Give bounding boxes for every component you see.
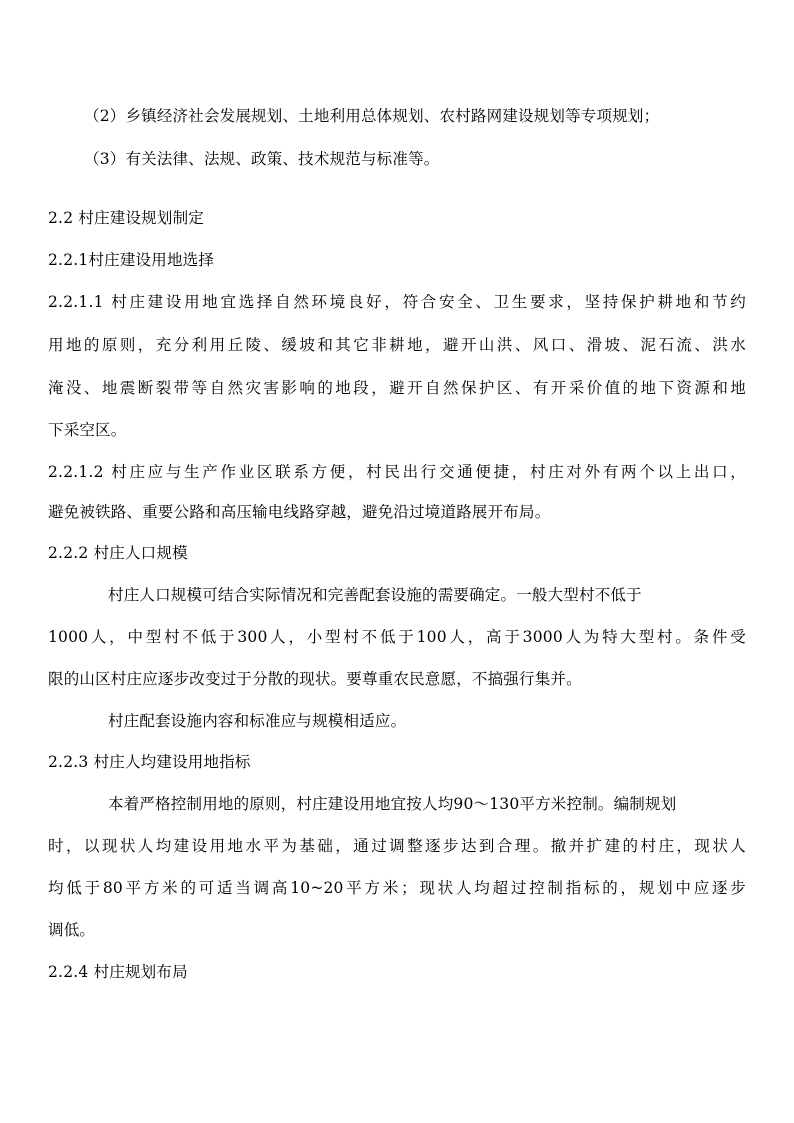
paragraph-line: 村庄人口规模可结合实际情况和完善配套设施的需要确定。一般大型村不低于 xyxy=(108,586,642,604)
subsection-heading: 2.2.4 村庄规划布局 xyxy=(48,963,188,981)
paragraph-line: 村庄配套设施内容和标准应与规模相适应。 xyxy=(108,712,407,730)
paragraph-line: 下采空区。 xyxy=(48,421,127,439)
paragraph-line: 调低。 xyxy=(48,921,96,939)
list-item: （2）乡镇经济社会发展规划、土地利用总体规划、农村路网建设规划等专项规划； xyxy=(84,107,660,125)
paragraph-line: 用地的原则，充分利用丘陵、缓坡和其它非耕地，避开山洪、风口、滑坡、泥石流、洪水 xyxy=(48,336,746,354)
subsection-heading: 2.2.1村庄建设用地选择 xyxy=(48,251,215,269)
section-heading: 2.2 村庄建设规划制定 xyxy=(48,209,204,227)
paragraph-line: 时，以现状人均建设用地水平为基础，通过调整逐步达到合理。撤并扩建的村庄，现状人 xyxy=(48,837,746,855)
paragraph-line: 1000人，中型村不低于300人，小型村不低于100人，高于3000人为特大型村。条件受 xyxy=(48,628,746,646)
paragraph-line: 2.2.1.1 村庄建设用地宜选择自然环境良好，符合安全、卫生要求，坚持保护耕地和节约 xyxy=(48,293,746,311)
paragraph-line: 限的山区村庄应逐步改变过于分散的现状。要尊重农民意愿，不搞强行集并。 xyxy=(48,670,582,688)
subsection-heading: 2.2.3 村庄人均建设用地指标 xyxy=(48,753,251,771)
subsection-heading: 2.2.2 村庄人口规模 xyxy=(48,544,188,562)
paragraph-line: 均低于80平方米的可适当调高10~20平方米；现状人均超过控制指标的，规划中应逐步 xyxy=(48,879,746,897)
paragraph-line: 2.2.1.2 村庄应与生产作业区联系方便，村民出行交通便捷，村庄对外有两个以上出口， xyxy=(48,463,746,481)
paragraph-line: 避免被铁路、重要公路和高压输电线路穿越，避免沿过境道路展开布局。 xyxy=(48,503,551,521)
paragraph-line: 本着严格控制用地的原则，村庄建设用地宜按人均90～130平方米控制。编制规划 xyxy=(108,795,677,813)
list-item: （3）有关法律、法规、政策、技术规范与标准等。 xyxy=(84,150,440,168)
paragraph-line: 淹没、地震断裂带等自然灾害影响的地段，避开自然保护区、有开采价值的地下资源和地 xyxy=(48,379,746,397)
